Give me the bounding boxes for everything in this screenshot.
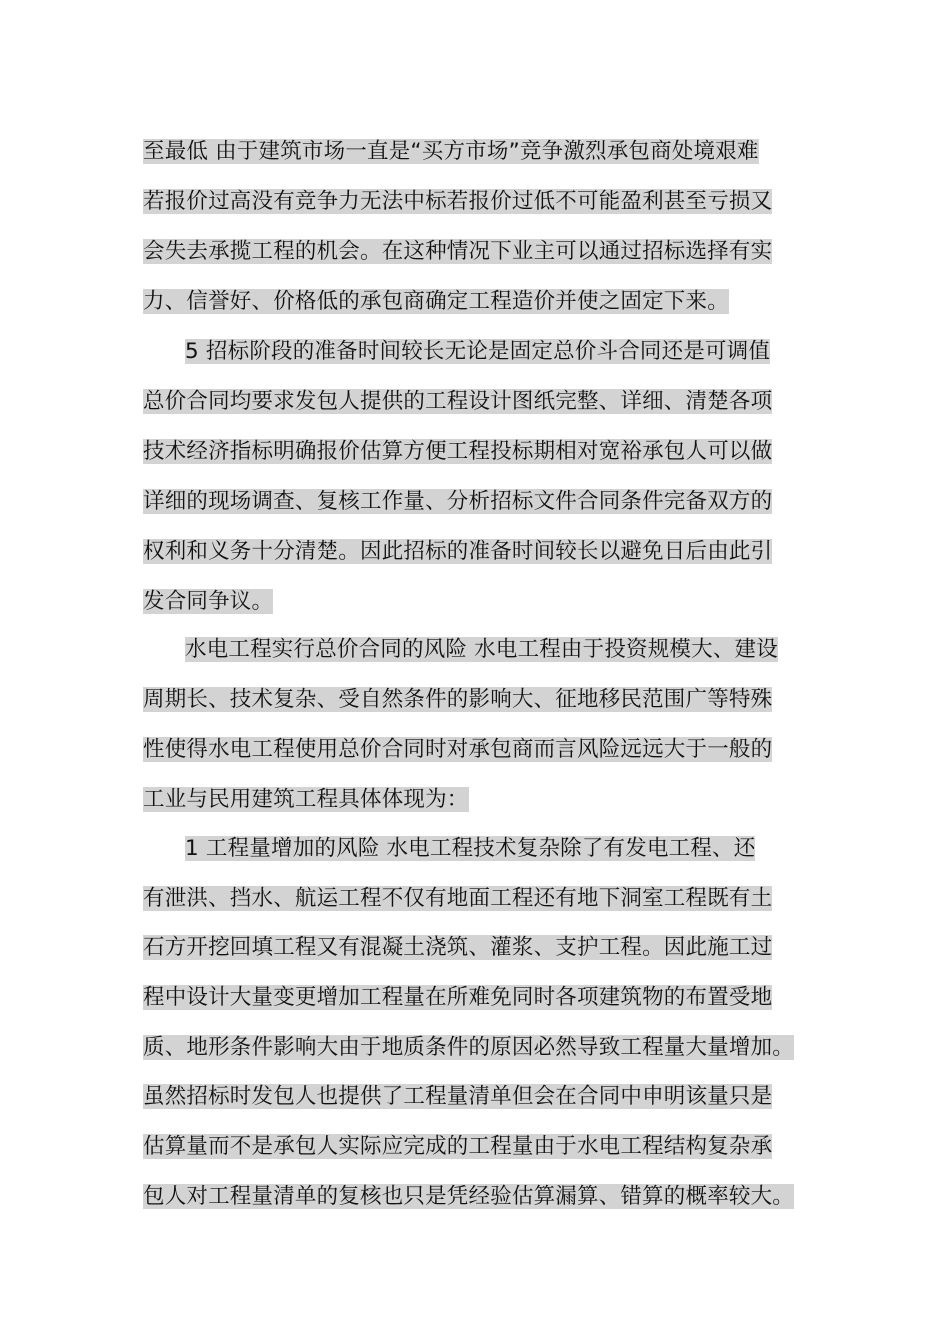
- highlighted-text: 力、信誉好、价格低的承包商确定工程造价并使之固定下来。: [143, 289, 729, 314]
- highlighted-text: 水电工程实行总价合同的风险 水电工程由于投资规模大、建设: [185, 637, 778, 662]
- highlighted-text: 周期长、技术复杂、受自然条件的影响大、征地移民范围广等特殊: [143, 687, 773, 712]
- text-line: [143, 586, 273, 618]
- text-line: [143, 386, 772, 418]
- highlighted-text: 发合同争议。: [143, 589, 274, 614]
- text-line: [143, 186, 772, 218]
- text-line: [143, 1032, 794, 1064]
- highlighted-text: 质、地形条件影响大由于地质条件的原因必然导致工程量大量增加。: [143, 1035, 795, 1060]
- highlighted-text: 详细的现场调查、复核工作量、分析招标文件合同条件完备双方的: [143, 489, 773, 514]
- highlighted-text: 石方开挖回填工程又有混凝土浇筑、灌浆、支护工程。因此施工过: [143, 935, 773, 960]
- text-line: [143, 1081, 772, 1113]
- text-line: [143, 932, 772, 964]
- highlighted-text: 权利和义务十分清楚。因此招标的准备时间较长以避免日后由此引: [143, 539, 773, 564]
- text-line: [143, 136, 759, 168]
- paragraph-first-line: [185, 833, 755, 865]
- highlighted-text: 会失去承揽工程的机会。在这种情况下业主可以通过招标选择有实: [143, 239, 773, 264]
- highlighted-text: 总价合同均要求发包人提供的工程设计图纸完整、详细、清楚各项: [143, 389, 773, 414]
- text-line: [143, 486, 772, 518]
- highlighted-text: 1 工程量增加的风险 水电工程技术复杂除了有发电工程、还: [185, 836, 756, 861]
- text-line: [143, 883, 772, 915]
- text-line: [143, 436, 772, 468]
- highlighted-text: 包人对工程量清单的复核也只是凭经验估算漏算、错算的概率较大。: [143, 1184, 795, 1209]
- text-line: [143, 1131, 772, 1163]
- text-line: [143, 684, 772, 716]
- highlighted-text: 5 招标阶段的准备时间较长无论是固定总价斗合同还是可调值: [185, 339, 771, 364]
- highlighted-text: 性使得水电工程使用总价合同时对承包商而言风险远远大于一般的: [143, 737, 773, 762]
- paragraph-first-line: [185, 634, 778, 666]
- text-line: [143, 536, 772, 568]
- highlighted-text: 至最低 由于建筑市场一直是“买方市场”竞争激烈承包商处境艰难: [143, 139, 759, 164]
- text-line: [143, 286, 729, 318]
- highlighted-text: 估算量而不是承包人实际应完成的工程量由于水电工程结构复杂承: [143, 1134, 773, 1159]
- highlighted-text: 若报价过高没有竞争力无法中标若报价过低不可能盈利甚至亏损又: [143, 189, 773, 214]
- highlighted-text: 技术经济指标明确报价估算方便工程投标期相对宽裕承包人可以做: [143, 439, 773, 464]
- text-line: [143, 1181, 794, 1213]
- highlighted-text: 虽然招标时发包人也提供了工程量清单但会在合同中申明该量只是: [143, 1084, 773, 1109]
- text-line: [143, 734, 772, 766]
- text-line: [143, 236, 772, 268]
- highlighted-text: 工业与民用建筑工程具体体现为：: [143, 787, 469, 812]
- highlighted-text: 有泄洪、挡水、航运工程不仅有地面工程还有地下洞室工程既有土: [143, 886, 773, 911]
- text-line: [143, 784, 469, 816]
- paragraph-first-line: [185, 336, 770, 368]
- text-line: [143, 982, 772, 1014]
- highlighted-text: 程中设计大量变更增加工程量在所难免同时各项建筑物的布置受地: [143, 985, 773, 1010]
